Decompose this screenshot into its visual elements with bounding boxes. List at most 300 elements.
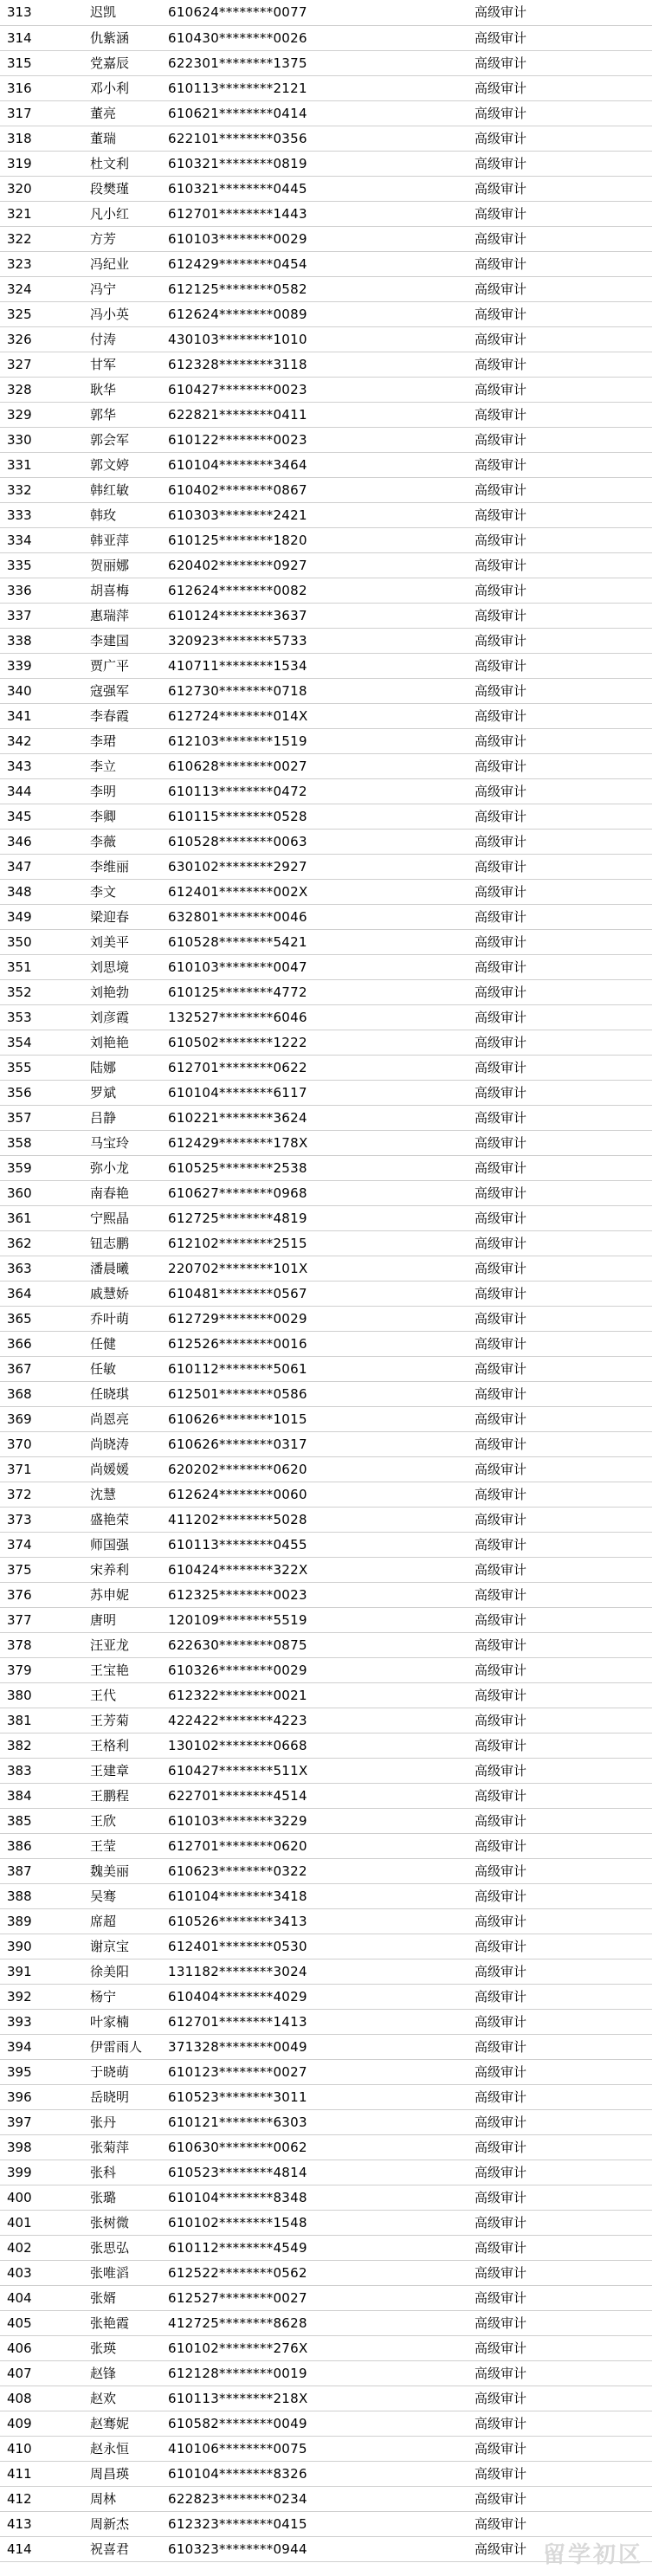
table-row [0,1431,652,1456]
qualification-level: 高级审计 [459,2210,652,2235]
row-number: 376 [0,1582,87,1607]
person-name: 尚媛媛 [87,1456,165,1482]
id-number: 610481********0567 [165,1281,459,1306]
person-name: 于晓萌 [87,2059,165,2084]
row-number: 353 [0,1004,87,1030]
table-row [0,854,652,879]
qualification-level: 高级审计 [459,628,652,653]
qualification-level: 高级审计 [459,452,652,477]
table-row [0,477,652,502]
row-number: 337 [0,603,87,628]
qualification-level: 高级审计 [459,1155,652,1180]
person-name: 尚恩亮 [87,1406,165,1431]
person-name: 李文 [87,879,165,904]
row-number: 332 [0,477,87,502]
table-row [0,1808,652,1833]
id-number: 610526********3413 [165,1908,459,1934]
row-number: 369 [0,1406,87,1431]
qualification-level: 高级审计 [459,2160,652,2185]
table-row [0,804,652,829]
qualification-level: 高级审计 [459,2059,652,2084]
row-number: 410 [0,2436,87,2461]
person-name: 宋养利 [87,1557,165,1582]
person-name: 方芳 [87,226,165,251]
id-number: 610630********0062 [165,2134,459,2160]
qualification-level: 高级审计 [459,1256,652,1281]
person-name: 韩红敏 [87,477,165,502]
table-row [0,2009,652,2034]
person-name: 张丹 [87,2109,165,2134]
row-number: 343 [0,753,87,778]
id-number: 612325********0023 [165,1582,459,1607]
row-number: 348 [0,879,87,904]
id-number: 610102********1548 [165,2210,459,2235]
id-number: 610124********3637 [165,603,459,628]
qualification-level: 高级审计 [459,1557,652,1582]
id-number: 610113********2121 [165,75,459,100]
id-number: 411202********5028 [165,1507,459,1532]
row-number: 335 [0,552,87,578]
row-number: 393 [0,2009,87,2034]
row-number: 363 [0,1256,87,1281]
qualification-level: 高级审计 [459,904,652,929]
table-row [0,126,652,151]
qualification-level: 高级审计 [459,352,652,377]
id-number: 610112********5061 [165,1356,459,1381]
row-number: 377 [0,1607,87,1632]
person-name: 凡小红 [87,201,165,226]
id-number: 612323********0415 [165,2511,459,2536]
qualification-level: 高级审计 [459,1230,652,1256]
person-name: 伊雷雨人 [87,2034,165,2059]
row-number: 320 [0,176,87,201]
id-number: 612624********0060 [165,1482,459,1507]
person-name: 张科 [87,2160,165,2185]
table-row [0,2084,652,2109]
id-number: 132527********6046 [165,1004,459,1030]
qualification-level: 高级审计 [459,1281,652,1306]
id-number: 610113********0472 [165,778,459,804]
id-number: 610404********4029 [165,1984,459,2009]
table-row [0,829,652,854]
id-number: 410711********1534 [165,653,459,678]
qualification-level: 高级审计 [459,753,652,778]
person-name: 任健 [87,1331,165,1356]
row-number: 323 [0,251,87,276]
table-row [0,1557,652,1582]
id-number: 612730********0718 [165,678,459,703]
person-name: 郭会军 [87,427,165,452]
id-number: 620202********0620 [165,1456,459,1482]
qualification-level: 高级审计 [459,578,652,603]
id-number: 610626********0317 [165,1431,459,1456]
row-number: 333 [0,502,87,527]
person-name: 张璐 [87,2185,165,2210]
table-row [0,2511,652,2536]
id-number: 612724********014X [165,703,459,728]
row-number: 362 [0,1230,87,1256]
row-number: 316 [0,75,87,100]
qualification-level: 高级审计 [459,879,652,904]
row-number: 356 [0,1080,87,1105]
person-name: 王欣 [87,1808,165,1833]
row-number: 382 [0,1733,87,1758]
id-number: 610323********0944 [165,2536,459,2561]
qualification-level: 高级审计 [459,251,652,276]
row-number: 404 [0,2285,87,2310]
person-name: 周昌瑛 [87,2461,165,2486]
qualification-level: 高级审计 [459,1406,652,1431]
person-name: 王莹 [87,1833,165,1858]
qualification-level: 高级审计 [459,2486,652,2511]
qualification-level: 高级审计 [459,1306,652,1331]
id-number: 610627********0968 [165,1180,459,1205]
qualification-level: 高级审计 [459,1331,652,1356]
qualification-level: 高级审计 [459,1004,652,1030]
row-number: 331 [0,452,87,477]
table-row [0,1030,652,1055]
id-number: 612522********0562 [165,2260,459,2285]
person-name: 王宝艳 [87,1657,165,1682]
row-number: 352 [0,979,87,1004]
row-number: 395 [0,2059,87,2084]
id-number: 610102********276X [165,2335,459,2360]
id-number: 612701********1443 [165,201,459,226]
row-number: 388 [0,1883,87,1908]
id-number: 610104********3464 [165,452,459,477]
id-number: 610104********8348 [165,2185,459,2210]
person-name: 弥小龙 [87,1155,165,1180]
person-name: 刘美平 [87,929,165,954]
person-name: 寇强军 [87,678,165,703]
person-name: 张树微 [87,2210,165,2235]
qualification-level: 高级审计 [459,1758,652,1783]
id-number: 610113********0455 [165,1532,459,1557]
row-number: 319 [0,151,87,176]
table-row [0,2260,652,2285]
id-number: 612701********0620 [165,1833,459,1858]
id-number: 610121********6303 [165,2109,459,2134]
qualification-level: 高级审计 [459,1456,652,1482]
id-number: 610104********3418 [165,1883,459,1908]
table-row [0,1632,652,1657]
row-number: 350 [0,929,87,954]
table-row [0,603,652,628]
qualification-level: 高级审计 [459,1482,652,1507]
row-number: 318 [0,126,87,151]
qualification-level: 高级审计 [459,301,652,326]
id-number: 630102********2927 [165,854,459,879]
table-row [0,377,652,402]
qualification-level: 高级审计 [459,2235,652,2260]
id-number: 610112********4549 [165,2235,459,2260]
qualification-level: 高级审计 [459,1356,652,1381]
row-number: 413 [0,2511,87,2536]
row-number: 317 [0,100,87,126]
table-row [0,904,652,929]
person-name: 甘军 [87,352,165,377]
qualification-level: 高级审计 [459,1532,652,1557]
qualification-level: 高级审计 [459,176,652,201]
table-row [0,151,652,176]
qualification-level: 高级审计 [459,854,652,879]
person-name: 周林 [87,2486,165,2511]
id-number: 622701********4514 [165,1783,459,1808]
table-row [0,703,652,728]
id-number: 610326********0029 [165,1657,459,1682]
id-number: 610626********1015 [165,1406,459,1431]
id-number: 610321********0819 [165,151,459,176]
qualification-level: 高级审计 [459,1030,652,1055]
qualification-level: 高级审计 [459,2436,652,2461]
id-number: 220702********101X [165,1256,459,1281]
table-row [0,1004,652,1030]
person-name: 李明 [87,778,165,804]
person-name: 刘思境 [87,954,165,979]
table-row [0,1105,652,1130]
id-number: 120109********5519 [165,1607,459,1632]
id-number: 610424********322X [165,1557,459,1582]
qualification-level: 高级审计 [459,778,652,804]
table-row [0,1833,652,1858]
row-number: 392 [0,1984,87,2009]
table-row [0,778,652,804]
qualification-level: 高级审计 [459,1205,652,1230]
table-row [0,1180,652,1205]
person-name: 王格利 [87,1733,165,1758]
person-name: 党嘉辰 [87,50,165,75]
person-name: 刘艳艳 [87,1030,165,1055]
person-name: 赵欢 [87,2386,165,2411]
person-name: 赵永恒 [87,2436,165,2461]
qualification-level: 高级审计 [459,929,652,954]
qualification-level: 高级审计 [459,2034,652,2059]
row-number: 411 [0,2461,87,2486]
qualification-level: 高级审计 [459,402,652,427]
id-number: 612429********178X [165,1130,459,1155]
table-row [0,201,652,226]
table-row [0,427,652,452]
qualification-level: 高级审计 [459,1431,652,1456]
table-row [0,2360,652,2386]
row-number: 336 [0,578,87,603]
person-name: 宁熙晶 [87,1205,165,1230]
row-number: 374 [0,1532,87,1557]
id-number: 610113********218X [165,2386,459,2411]
qualification-level: 高级审计 [459,1908,652,1934]
table-row [0,1758,652,1783]
row-number: 409 [0,2411,87,2436]
qualification-level: 高级审计 [459,653,652,678]
table-row [0,527,652,552]
person-name: 李薇 [87,829,165,854]
person-name: 贺丽娜 [87,552,165,578]
person-name: 刘彦霞 [87,1004,165,1030]
qualification-level: 高级审计 [459,1708,652,1733]
qualification-level: 高级审计 [459,603,652,628]
id-number: 612624********0089 [165,301,459,326]
row-number: 326 [0,326,87,352]
row-number: 373 [0,1507,87,1532]
row-number: 324 [0,276,87,301]
table-row [0,276,652,301]
person-name: 张思弘 [87,2235,165,2260]
qualification-level: 高级审计 [459,502,652,527]
row-number: 396 [0,2084,87,2109]
row-number: 386 [0,1833,87,1858]
qualification-level: 高级审计 [459,201,652,226]
id-number: 612401********0530 [165,1934,459,1959]
row-number: 351 [0,954,87,979]
id-number: 612624********0082 [165,578,459,603]
row-number: 398 [0,2134,87,2160]
qualification-level: 高级审计 [459,804,652,829]
person-name: 李卿 [87,804,165,829]
id-number: 622630********0875 [165,1632,459,1657]
person-name: 戚慧娇 [87,1281,165,1306]
person-name: 魏美丽 [87,1858,165,1883]
person-name: 潘晨曦 [87,1256,165,1281]
table-row [0,1482,652,1507]
row-number: 344 [0,778,87,804]
table-row [0,2109,652,2134]
person-name: 冯纪业 [87,251,165,276]
table-row [0,226,652,251]
person-name: 陆娜 [87,1055,165,1080]
row-number: 408 [0,2386,87,2411]
id-number: 612128********0019 [165,2360,459,2386]
row-number: 357 [0,1105,87,1130]
qualification-level: 高级审计 [459,678,652,703]
id-number: 610427********511X [165,1758,459,1783]
qualification-level: 高级审计 [459,1105,652,1130]
person-name: 赵骞妮 [87,2411,165,2436]
id-number: 131182********3024 [165,1959,459,1984]
table-row [0,1582,652,1607]
qualification-level: 高级审计 [459,151,652,176]
table-row [0,1381,652,1406]
qualification-level: 高级审计 [459,2386,652,2411]
row-number: 342 [0,728,87,753]
id-number: 610125********1820 [165,527,459,552]
table-row [0,2386,652,2411]
person-name: 吴骞 [87,1883,165,1908]
qualification-level: 高级审计 [459,1080,652,1105]
table-row [0,2185,652,2210]
qualification-level: 高级审计 [459,829,652,854]
id-number: 610623********0322 [165,1858,459,1883]
table-row [0,2235,652,2260]
table-row [0,1406,652,1431]
qualification-level: 高级审计 [459,126,652,151]
table-row [0,1908,652,1934]
person-name: 惠瑞萍 [87,603,165,628]
table-row [0,452,652,477]
row-number: 406 [0,2335,87,2360]
id-number: 612527********0027 [165,2285,459,2310]
table-row [0,929,652,954]
qualification-level: 高级审计 [459,377,652,402]
id-number: 410106********0075 [165,2436,459,2461]
qualification-level: 高级审计 [459,2511,652,2536]
id-number: 610104********6117 [165,1080,459,1105]
qualification-level: 高级审计 [459,100,652,126]
table-row [0,1256,652,1281]
row-number: 340 [0,678,87,703]
person-name: 钮志鹏 [87,1230,165,1256]
id-number: 622821********0411 [165,402,459,427]
person-name: 董瑞 [87,126,165,151]
person-name: 李立 [87,753,165,778]
table-row [0,25,652,50]
qualification-level: 高级审计 [459,1833,652,1858]
person-name: 岳晓明 [87,2084,165,2109]
qualification-level: 高级审计 [459,979,652,1004]
table-row [0,1080,652,1105]
qualification-level: 高级审计 [459,1733,652,1758]
qualification-level: 高级审计 [459,75,652,100]
table-row [0,2285,652,2310]
table-row [0,301,652,326]
person-name: 郭文婷 [87,452,165,477]
qualification-level: 高级审计 [459,1984,652,2009]
qualification-level: 高级审计 [459,2185,652,2210]
id-number: 610502********1222 [165,1030,459,1055]
id-number: 610303********2421 [165,502,459,527]
row-number: 315 [0,50,87,75]
row-number: 371 [0,1456,87,1482]
qualification-level: 高级审计 [459,2084,652,2109]
row-number: 372 [0,1482,87,1507]
id-number: 612429********0454 [165,251,459,276]
row-number: 385 [0,1808,87,1833]
qualification-level: 高级审计 [459,954,652,979]
id-number: 612328********3118 [165,352,459,377]
id-number: 371328********0049 [165,2034,459,2059]
table-row [0,326,652,352]
person-name: 马宝玲 [87,1130,165,1155]
table-row [0,2134,652,2160]
qualification-level: 高级审计 [459,427,652,452]
person-name: 梁迎春 [87,904,165,929]
id-number: 620402********0927 [165,552,459,578]
table-row [0,1331,652,1356]
table-row [0,1205,652,1230]
table-row [0,753,652,778]
table-row [0,954,652,979]
qualification-level: 高级审计 [459,2536,652,2561]
row-number: 347 [0,854,87,879]
table-row [0,75,652,100]
qualification-level: 高级审计 [459,703,652,728]
person-name: 张菊萍 [87,2134,165,2160]
person-name: 郭华 [87,402,165,427]
row-number: 365 [0,1306,87,1331]
table-row [0,1708,652,1733]
id-number: 610104********8326 [165,2461,459,2486]
row-number: 389 [0,1908,87,1934]
qualification-level: 高级审计 [459,1180,652,1205]
table-row [0,176,652,201]
person-name: 赵锋 [87,2360,165,2386]
person-name: 付涛 [87,326,165,352]
person-name: 王建章 [87,1758,165,1783]
qualification-level: 高级审计 [459,2335,652,2360]
person-name: 贾广平 [87,653,165,678]
id-number: 612526********0016 [165,1331,459,1356]
id-number: 610103********0029 [165,226,459,251]
row-number: 387 [0,1858,87,1883]
